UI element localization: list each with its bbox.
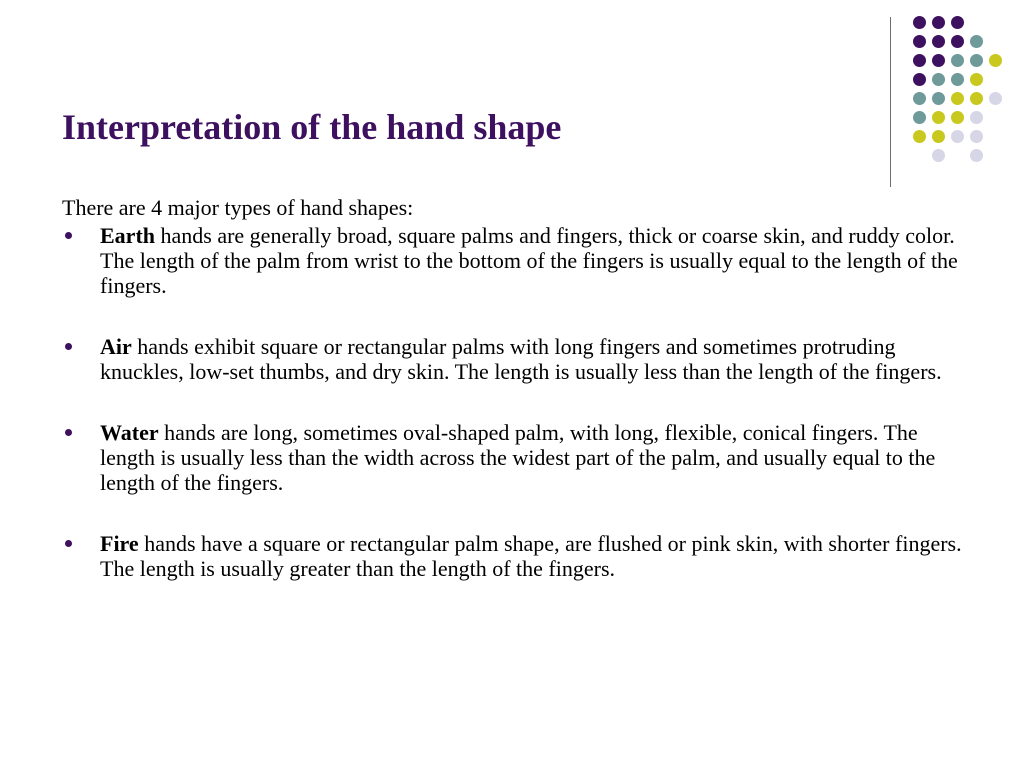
decorative-dot xyxy=(970,35,983,48)
slide-body xyxy=(62,195,967,617)
decorative-dot xyxy=(951,111,964,124)
decorative-dot xyxy=(932,92,945,105)
bullet-list xyxy=(62,223,967,581)
decorative-dot xyxy=(951,16,964,29)
decorative-dot xyxy=(951,35,964,48)
decorative-dot xyxy=(970,73,983,86)
bullet-icon xyxy=(65,540,72,547)
bullet-icon xyxy=(65,429,72,436)
decorative-dot xyxy=(913,73,926,86)
decorative-dot xyxy=(970,54,983,67)
list-item-water xyxy=(62,420,967,495)
decorative-dot xyxy=(932,111,945,124)
decorative-dot xyxy=(913,54,926,67)
decorative-dot xyxy=(932,16,945,29)
term-description: hands have a square or rectangular palm shape, are flushed or pink skin, with shorter fingers. The length is usually greater than the length of the fingers. xyxy=(100,531,962,581)
decorative-dot xyxy=(951,130,964,143)
decorative-dot xyxy=(970,111,983,124)
list-item-fire xyxy=(62,531,967,581)
decorative-dot xyxy=(932,73,945,86)
decorative-dot xyxy=(951,54,964,67)
list-item-earth xyxy=(62,223,967,298)
decorative-dot xyxy=(932,149,945,162)
term-description: hands are generally broad, square palms and fingers, thick or coarse skin, and ruddy color. The length of the palm from wrist to the bottom of the fingers is usually equal to the length of the fingers. xyxy=(100,223,958,298)
intro-text: There are 4 major types of hand shapes: xyxy=(62,195,414,220)
bullet-icon xyxy=(65,232,72,239)
decorative-dot xyxy=(970,149,983,162)
decorative-dot xyxy=(932,130,945,143)
decorative-dot xyxy=(970,130,983,143)
decorative-dot xyxy=(932,35,945,48)
decorative-dot xyxy=(913,16,926,29)
decorative-dot xyxy=(970,92,983,105)
decorative-dot xyxy=(951,92,964,105)
term-label: Earth xyxy=(100,223,155,248)
decorative-dot xyxy=(989,92,1002,105)
decorative-dot xyxy=(913,35,926,48)
term-description: hands exhibit square or rectangular palms with long fingers and sometimes protruding knuckles, low-set thumbs, and dry skin. The length is usually less than the length of the fingers. xyxy=(100,334,942,384)
term-description: hands are long, sometimes oval-shaped palm, with long, flexible, conical fingers. The length is usually less than the width across the widest part of the palm, and usually equal to the length of the fingers. xyxy=(100,420,936,495)
decorative-dot xyxy=(932,54,945,67)
slide-title: Interpretation of the hand shape xyxy=(62,107,562,147)
decorative-dot xyxy=(989,54,1002,67)
decorative-dot xyxy=(913,92,926,105)
list-item-air xyxy=(62,334,967,384)
divider-line xyxy=(890,17,891,187)
decorative-dot xyxy=(913,130,926,143)
decorative-dot xyxy=(913,111,926,124)
bullet-icon xyxy=(65,343,72,350)
term-label: Air xyxy=(100,334,132,359)
term-label: Water xyxy=(100,420,159,445)
decorative-dot xyxy=(951,73,964,86)
term-label: Fire xyxy=(100,531,139,556)
